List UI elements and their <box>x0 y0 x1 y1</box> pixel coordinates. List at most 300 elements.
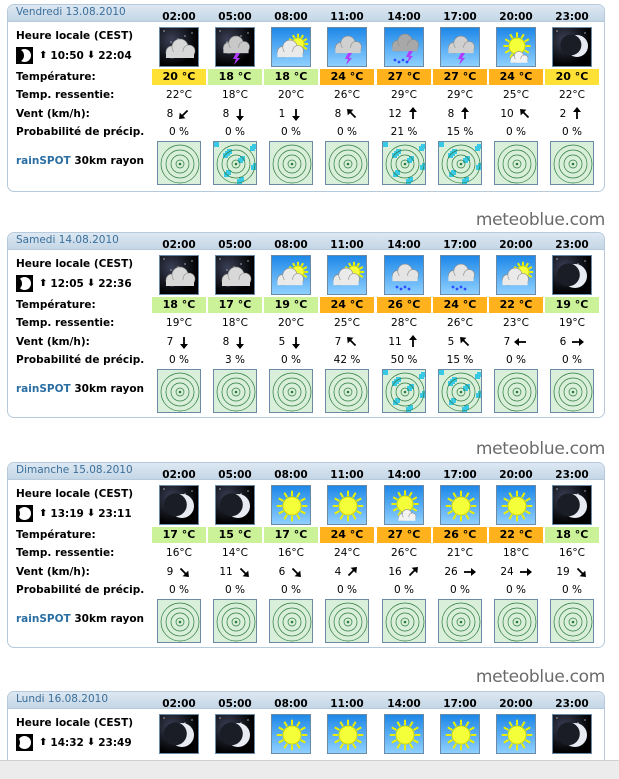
hour-column <box>376 463 432 647</box>
night-cloud-icon <box>159 255 199 295</box>
sun-icon <box>271 714 311 754</box>
temperature-value: 17 °C <box>152 527 206 543</box>
sun-cloud-icon <box>496 27 536 67</box>
wind-direction-arrow-icon <box>233 107 247 121</box>
hour-column <box>488 463 544 647</box>
hour-label: 20:00 <box>499 698 533 710</box>
felt-temperature-value: 16°C <box>278 547 304 559</box>
wind-speed-value: 9 <box>166 566 174 578</box>
felt-temperature-value: 26°C <box>447 317 473 329</box>
hour-label: 11:00 <box>330 239 364 251</box>
sun-times <box>16 275 132 292</box>
hour-label: 20:00 <box>499 11 533 23</box>
precip-probability-label: Probabilité de précip. <box>16 126 145 138</box>
thunder-rain-cloud-icon <box>384 27 424 67</box>
wind-cell <box>544 565 600 579</box>
wind-direction-arrow-icon <box>574 565 588 579</box>
precip-probability-value: 0 % <box>562 354 582 366</box>
precip-probability-value: 0 % <box>169 126 189 138</box>
rainspot-map[interactable] <box>325 141 369 185</box>
wind-cell <box>376 335 432 349</box>
precip-probability-value: 0 % <box>562 584 582 596</box>
wind-direction-arrow-icon <box>233 335 247 349</box>
hour-column <box>207 5 263 191</box>
hour-label: 08:00 <box>274 11 308 23</box>
wind-direction-arrow-icon <box>462 565 476 579</box>
sunrise-time: 10:50 <box>50 49 84 62</box>
wind-direction-arrow-icon <box>518 107 532 121</box>
wind-cell <box>151 565 207 579</box>
moon-phase-icon <box>16 275 33 292</box>
precip-probability-value: 15 % <box>446 354 474 366</box>
sun-icon <box>327 714 367 754</box>
night-thunder-cloud-icon <box>215 27 255 67</box>
wind-cell <box>544 107 600 121</box>
hour-label: 17:00 <box>443 239 477 251</box>
felt-temperature-value: 28°C <box>391 317 417 329</box>
felt-temperature-value: 20°C <box>278 317 304 329</box>
night-cloud-icon <box>215 255 255 295</box>
day-card <box>7 691 605 771</box>
precip-probability-value: 0 % <box>506 354 526 366</box>
wind-direction-arrow-icon <box>458 335 472 349</box>
wind-cell <box>432 565 488 579</box>
rainspot-radius: 30km rayon <box>70 383 145 395</box>
wind-speed-value: 8 <box>447 108 455 120</box>
meteoblue-logo[interactable]: meteoblue.com <box>475 210 605 230</box>
sun-times <box>16 47 132 64</box>
wind-speed-value: 1 <box>278 108 286 120</box>
temperature-value: 26 °C <box>433 527 487 543</box>
precip-probability-value: 15 % <box>446 126 474 138</box>
rainspot-map[interactable] <box>157 141 201 185</box>
rain-cloud-icon <box>440 255 480 295</box>
precip-probability-value: 0 % <box>394 584 414 596</box>
sun-icon <box>327 485 367 525</box>
wind-cell <box>319 565 375 579</box>
rainspot-map[interactable] <box>438 369 482 413</box>
wind-direction-arrow-icon <box>177 107 191 121</box>
rainspot-map[interactable] <box>550 141 594 185</box>
hour-column <box>376 5 432 191</box>
hour-label: 05:00 <box>218 239 252 251</box>
hour-column <box>544 5 600 191</box>
wind-speed-value: 7 <box>166 336 174 348</box>
hour-label: 02:00 <box>162 698 196 710</box>
sunrise-arrow-icon: ⬆ <box>39 278 48 289</box>
temperature-label: Température: <box>16 299 96 311</box>
hour-column <box>263 5 319 191</box>
rainspot-label <box>16 383 144 395</box>
felt-temperature-value: 19°C <box>166 317 192 329</box>
wind-cell <box>376 107 432 121</box>
felt-temperature-value: 25°C <box>334 317 360 329</box>
rainspot-map[interactable] <box>382 599 426 643</box>
temperature-value: 19 °C <box>264 297 318 313</box>
temperature-value: 18 °C <box>208 69 262 85</box>
rainspot-map[interactable] <box>494 599 538 643</box>
precip-probability-value: 0 % <box>169 354 189 366</box>
rainspot-map[interactable] <box>325 599 369 643</box>
hour-label: 11:00 <box>330 469 364 481</box>
wind-direction-arrow-icon <box>289 107 303 121</box>
temperature-value: 18 °C <box>545 527 599 543</box>
rainspot-brand: rainSPOT <box>16 613 71 625</box>
temperature-value: 22 °C <box>489 297 543 313</box>
wind-cell <box>376 565 432 579</box>
hour-column <box>376 692 432 770</box>
wind-cell <box>544 335 600 349</box>
day-date: Dimanche 15.08.2010 <box>16 464 133 476</box>
felt-temperature-value: 22°C <box>559 89 585 101</box>
wind-direction-arrow-icon <box>345 335 359 349</box>
precip-probability-value: 0 % <box>169 584 189 596</box>
hour-column <box>319 463 375 647</box>
precip-probability-label: Probabilité de précip. <box>16 354 145 366</box>
wind-speed-value: 6 <box>278 566 286 578</box>
rainspot-map[interactable] <box>438 599 482 643</box>
temperature-value: 27 °C <box>377 69 431 85</box>
hour-label: 17:00 <box>443 11 477 23</box>
hour-label: 02:00 <box>162 11 196 23</box>
precip-probability-value: 0 % <box>281 354 301 366</box>
rainspot-map[interactable] <box>382 141 426 185</box>
hour-label: 05:00 <box>218 469 252 481</box>
hour-label: 14:00 <box>387 698 421 710</box>
hour-label: 20:00 <box>499 469 533 481</box>
wind-speed-value: 8 <box>222 108 230 120</box>
wind-speed-value: 5 <box>278 336 286 348</box>
sun-icon <box>271 485 311 525</box>
night-moon-icon <box>159 714 199 754</box>
night-moon-icon <box>159 485 199 525</box>
sunset-arrow-icon: ⬇ <box>86 278 96 289</box>
sunrise-arrow-icon: ⬆ <box>39 50 48 61</box>
temperature-value: 24 °C <box>433 297 487 313</box>
wind-label: Vent (km/h): <box>16 566 90 578</box>
wind-direction-arrow-icon <box>406 107 420 121</box>
rainspot-brand: rainSPOT <box>16 383 71 395</box>
precip-probability-value: 0 % <box>281 126 301 138</box>
wind-direction-arrow-icon <box>406 565 420 579</box>
felt-temperature-value: 29°C <box>447 89 473 101</box>
hour-label: 02:00 <box>162 469 196 481</box>
sunrise-time: 12:05 <box>50 277 84 290</box>
hour-label: 11:00 <box>330 11 364 23</box>
precip-probability-value: 0 % <box>506 126 526 138</box>
wind-label: Vent (km/h): <box>16 108 90 120</box>
hour-label: 14:00 <box>387 469 421 481</box>
wind-speed-value: 8 <box>334 108 342 120</box>
moon-phase-icon <box>16 734 33 751</box>
felt-temperature-value: 25°C <box>503 89 529 101</box>
temperature-value: 27 °C <box>377 527 431 543</box>
hour-label: 05:00 <box>218 698 252 710</box>
cloud-sun-icon <box>271 255 311 295</box>
wind-direction-arrow-icon <box>458 107 472 121</box>
felt-temperature-value: 16°C <box>166 547 192 559</box>
wind-speed-value: 5 <box>447 336 455 348</box>
temperature-value: 24 °C <box>320 297 374 313</box>
temperature-value: 17 °C <box>264 527 318 543</box>
hour-column <box>432 5 488 191</box>
precip-probability-label: Probabilité de précip. <box>16 584 145 596</box>
hour-column <box>263 463 319 647</box>
hour-column <box>544 463 600 647</box>
local-time-label: Heure locale (CEST) <box>16 488 134 500</box>
temperature-value: 24 °C <box>489 69 543 85</box>
temperature-value: 15 °C <box>208 527 262 543</box>
precip-probability-value: 0 % <box>225 126 245 138</box>
felt-temperature-label: Temp. ressentie: <box>16 89 115 101</box>
hour-column <box>432 692 488 770</box>
rainspot-map[interactable] <box>269 599 313 643</box>
temperature-value: 24 °C <box>320 69 374 85</box>
hour-label: 20:00 <box>499 239 533 251</box>
temperature-value: 27 °C <box>433 69 487 85</box>
rainspot-label <box>16 613 144 625</box>
night-moon-icon <box>552 485 592 525</box>
sun-cloud-icon <box>384 485 424 525</box>
moon-phase-icon <box>16 505 33 522</box>
sun-icon <box>384 714 424 754</box>
night-moon-cloud-icon <box>552 27 592 67</box>
wind-direction-arrow-icon <box>570 335 584 349</box>
hour-column <box>319 5 375 191</box>
wind-cell <box>488 107 544 121</box>
wind-speed-value: 11 <box>219 566 233 578</box>
wind-cell <box>488 335 544 349</box>
hour-label: 08:00 <box>274 469 308 481</box>
wind-speed-value: 7 <box>334 336 342 348</box>
hour-column <box>207 692 263 770</box>
hour-column <box>319 233 375 417</box>
rainspot-map[interactable] <box>550 599 594 643</box>
hour-column <box>488 233 544 417</box>
rainspot-map[interactable] <box>213 369 257 413</box>
hour-column <box>376 233 432 417</box>
thunder-cloud-icon <box>327 27 367 67</box>
wind-speed-value: 19 <box>556 566 570 578</box>
rain-cloud-icon <box>384 255 424 295</box>
sun-icon <box>496 485 536 525</box>
local-time-label: Heure locale (CEST) <box>16 30 134 42</box>
felt-temperature-label: Temp. ressentie: <box>16 317 115 329</box>
wind-cell <box>432 335 488 349</box>
rainspot-radius: 30km rayon <box>70 613 145 625</box>
hour-column <box>488 5 544 191</box>
rainspot-map[interactable] <box>157 369 201 413</box>
sunset-time: 22:04 <box>98 49 132 62</box>
rainspot-map[interactable] <box>213 141 257 185</box>
wind-direction-arrow-icon <box>518 565 532 579</box>
rainspot-map[interactable] <box>269 369 313 413</box>
felt-temperature-value: 20°C <box>278 89 304 101</box>
temperature-value: 20 °C <box>152 69 206 85</box>
precip-probability-value: 0 % <box>562 126 582 138</box>
wind-label: Vent (km/h): <box>16 336 90 348</box>
precip-probability-value: 3 % <box>225 354 245 366</box>
wind-speed-value: 7 <box>503 336 511 348</box>
felt-temperature-value: 18°C <box>503 547 529 559</box>
rainspot-radius: 30km rayon <box>70 155 145 167</box>
hour-label: 17:00 <box>443 469 477 481</box>
precip-probability-value: 50 % <box>390 354 418 366</box>
precip-probability-value: 0 % <box>225 584 245 596</box>
rainspot-map[interactable] <box>438 141 482 185</box>
wind-speed-value: 26 <box>444 566 458 578</box>
wind-cell <box>432 107 488 121</box>
wind-direction-arrow-icon <box>237 565 251 579</box>
temperature-value: 18 °C <box>152 297 206 313</box>
felt-temperature-value: 22°C <box>166 89 192 101</box>
sunrise-time: 14:32 <box>50 736 84 749</box>
rainspot-map[interactable] <box>325 369 369 413</box>
night-moon-icon <box>552 714 592 754</box>
wind-speed-value: 24 <box>500 566 514 578</box>
sunset-time: 23:49 <box>98 736 132 749</box>
felt-temperature-value: 24°C <box>334 547 360 559</box>
sunset-time: 23:11 <box>98 507 132 520</box>
hour-column <box>207 233 263 417</box>
hour-label: 14:00 <box>387 239 421 251</box>
night-moon-icon <box>215 714 255 754</box>
hour-column <box>432 463 488 647</box>
sun-times <box>16 734 132 751</box>
wind-speed-value: 6 <box>559 336 567 348</box>
wind-direction-arrow-icon <box>514 335 528 349</box>
wind-direction-arrow-icon <box>345 565 359 579</box>
local-time-label: Heure locale (CEST) <box>16 717 134 729</box>
sun-icon <box>496 714 536 754</box>
wind-direction-arrow-icon <box>345 107 359 121</box>
felt-temperature-value: 18°C <box>222 317 248 329</box>
felt-temperature-value: 26°C <box>391 547 417 559</box>
cloud-sun-icon <box>496 255 536 295</box>
wind-speed-value: 10 <box>500 108 514 120</box>
felt-temperature-value: 16°C <box>559 547 585 559</box>
rainspot-map[interactable] <box>213 599 257 643</box>
hour-column <box>207 463 263 647</box>
day-card <box>7 4 605 192</box>
local-time-label: Heure locale (CEST) <box>16 258 134 270</box>
felt-temperature-value: 14°C <box>222 547 248 559</box>
hour-column <box>544 233 600 417</box>
wind-cell <box>207 107 263 121</box>
hour-label: 08:00 <box>274 239 308 251</box>
meteoblue-logo[interactable]: meteoblue.com <box>475 667 605 687</box>
hour-label: 02:00 <box>162 239 196 251</box>
wind-direction-arrow-icon <box>177 565 191 579</box>
rainspot-label <box>16 155 144 167</box>
hour-column <box>151 233 207 417</box>
hour-column <box>151 692 207 770</box>
hour-label: 23:00 <box>555 11 589 23</box>
felt-temperature-value: 29°C <box>391 89 417 101</box>
temperature-value: 24 °C <box>320 527 374 543</box>
night-moon-icon <box>552 255 592 295</box>
wind-cell <box>207 565 263 579</box>
precip-probability-value: 0 % <box>450 584 470 596</box>
day-date: Samedi 14.08.2010 <box>16 234 119 246</box>
wind-cell <box>263 565 319 579</box>
hour-label: 08:00 <box>274 698 308 710</box>
wind-cell <box>263 335 319 349</box>
felt-temperature-value: 19°C <box>559 317 585 329</box>
cloud-sun-icon <box>271 27 311 67</box>
wind-direction-arrow-icon <box>570 107 584 121</box>
hour-column <box>151 5 207 191</box>
hour-column <box>319 692 375 770</box>
meteoblue-logo[interactable]: meteoblue.com <box>475 439 605 459</box>
sun-icon <box>440 714 480 754</box>
hour-label: 05:00 <box>218 11 252 23</box>
rainspot-map[interactable] <box>269 141 313 185</box>
temperature-value: 22 °C <box>489 527 543 543</box>
wind-cell <box>151 107 207 121</box>
rainspot-map[interactable] <box>157 599 201 643</box>
wind-speed-value: 2 <box>559 108 567 120</box>
precip-probability-value: 0 % <box>506 584 526 596</box>
wind-cell <box>319 335 375 349</box>
sunrise-time: 13:19 <box>50 507 84 520</box>
wind-direction-arrow-icon <box>177 335 191 349</box>
wind-speed-value: 16 <box>388 566 402 578</box>
precip-probability-value: 0 % <box>337 126 357 138</box>
wind-speed-value: 8 <box>166 108 174 120</box>
rainspot-map[interactable] <box>382 369 426 413</box>
cloud-sun-icon <box>327 255 367 295</box>
temperature-value: 26 °C <box>377 297 431 313</box>
sunset-arrow-icon: ⬇ <box>86 737 96 748</box>
wind-speed-value: 11 <box>388 336 402 348</box>
felt-temperature-value: 26°C <box>334 89 360 101</box>
sunrise-arrow-icon: ⬆ <box>39 508 48 519</box>
wind-direction-arrow-icon <box>406 335 420 349</box>
thunder-cloud-icon <box>440 27 480 67</box>
hour-label: 11:00 <box>330 698 364 710</box>
wind-speed-value: 4 <box>334 566 342 578</box>
day-date: Lundi 16.08.2010 <box>16 693 109 705</box>
day-card <box>7 232 605 418</box>
sunset-time: 22:36 <box>98 277 132 290</box>
wind-speed-value: 8 <box>222 336 230 348</box>
rainspot-map[interactable] <box>494 141 538 185</box>
wind-cell <box>207 335 263 349</box>
night-cloud-icon <box>159 27 199 67</box>
hour-label: 23:00 <box>555 239 589 251</box>
rainspot-map[interactable] <box>550 369 594 413</box>
hour-label: 17:00 <box>443 698 477 710</box>
rainspot-map[interactable] <box>494 369 538 413</box>
hour-label: 23:00 <box>555 469 589 481</box>
precip-probability-value: 0 % <box>281 584 301 596</box>
wind-cell <box>263 107 319 121</box>
wind-cell <box>151 335 207 349</box>
sunset-arrow-icon: ⬇ <box>86 50 96 61</box>
wind-direction-arrow-icon <box>289 565 303 579</box>
night-moon-icon <box>215 485 255 525</box>
temperature-label: Température: <box>16 71 96 83</box>
temperature-label: Température: <box>16 529 96 541</box>
browser-status-bar <box>0 760 619 779</box>
felt-temperature-value: 23°C <box>503 317 529 329</box>
wind-cell <box>319 107 375 121</box>
hour-column <box>432 233 488 417</box>
hour-column <box>544 692 600 770</box>
precip-probability-value: 21 % <box>390 126 418 138</box>
sunset-arrow-icon: ⬇ <box>86 508 96 519</box>
